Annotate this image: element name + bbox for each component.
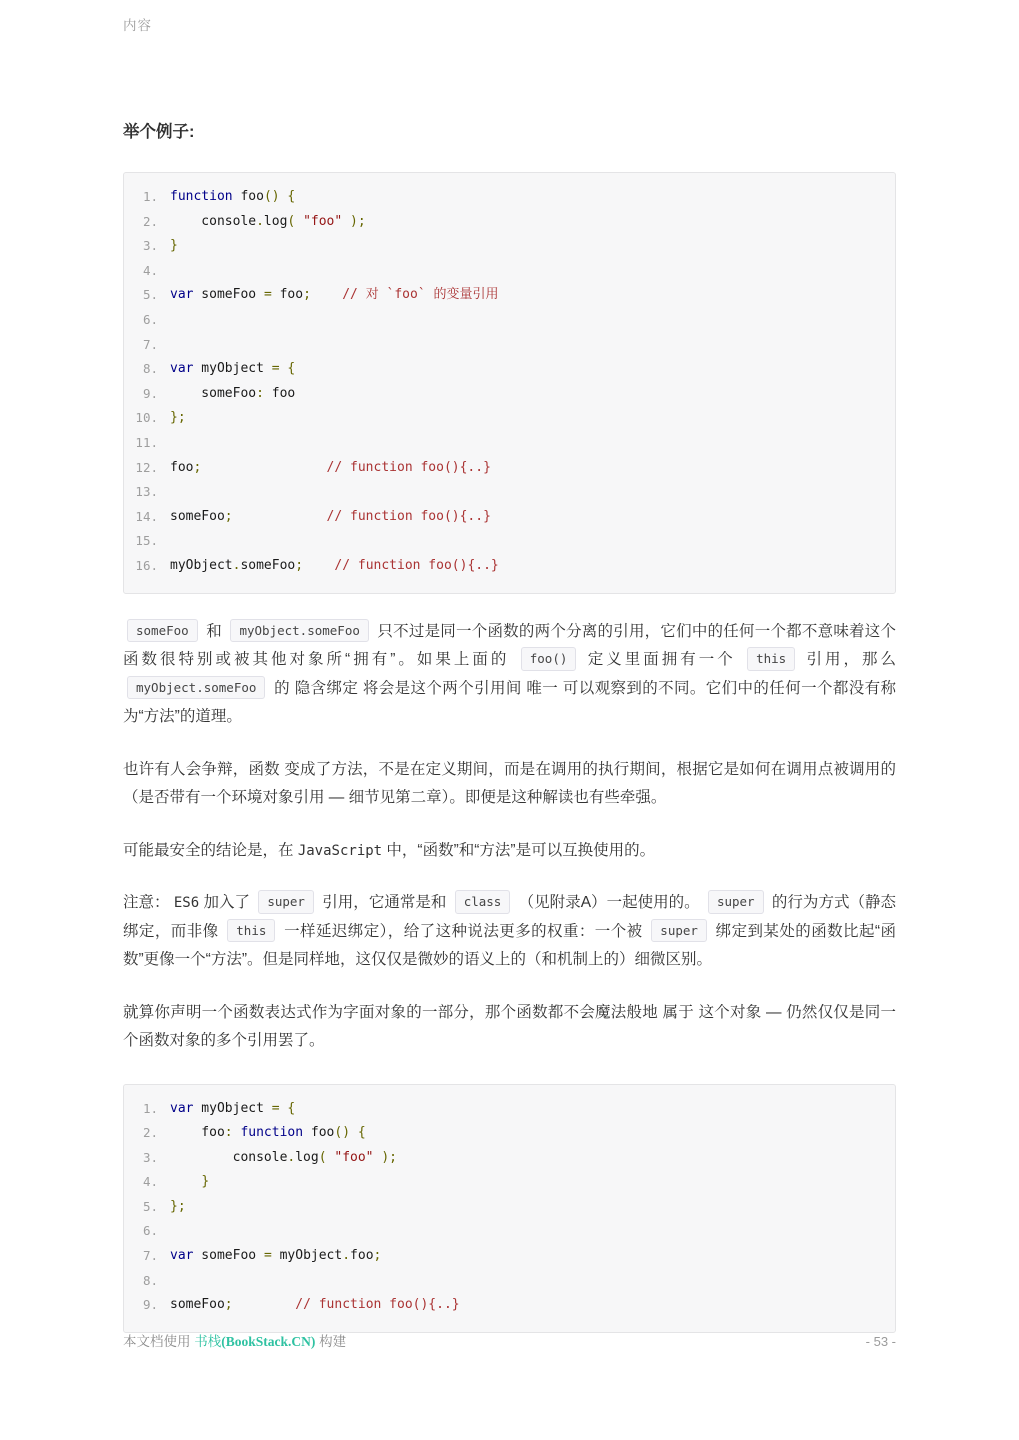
paragraph-text: 引用，那么 (799, 651, 897, 668)
inline-code-chip: super (651, 919, 707, 943)
line-number: 11. (135, 434, 158, 450)
line-number: 12. (135, 459, 158, 475)
page-number: - 53 - (865, 1334, 896, 1349)
code-line: 4. } (134, 1170, 881, 1195)
paragraph (123, 756, 896, 813)
paragraph-text: 的行为方式（静态绑定，而非像 (123, 894, 896, 940)
code-line: 2. foo: function foo() { (134, 1121, 881, 1146)
brand-en: (BookStack.CN) (221, 1334, 316, 1349)
code-line (134, 431, 881, 456)
emphasized-text: 属于 (662, 1003, 695, 1021)
line-number: 14. (135, 508, 158, 524)
paragraph-text: 这个对象 — 仍然仅仅是同一个函数对象的多个引用罢了。 (123, 1003, 897, 1049)
code-line: 10. }; (134, 406, 881, 431)
inline-mono-text: ES6 (173, 895, 200, 911)
inline-code-chip: this (747, 647, 795, 671)
intro-text: 举个例子: (123, 123, 195, 141)
line-number: 1. (142, 1100, 158, 1116)
line-number: 2. (142, 1125, 158, 1141)
code-line (134, 333, 881, 358)
inline-code-chip: someFoo (127, 619, 198, 643)
line-number: 2. (142, 213, 158, 229)
code-line: 5. }; (134, 1195, 881, 1220)
paragraph-text: 绑定到某处的函数比起“函数”更像一个“方法”。但是同样地，这仅仅是微妙的语义上的（和机制上的）细微区别。 (123, 922, 896, 968)
inline-code-chip: class (455, 890, 511, 914)
inline-code-chip: myObject.someFoo (127, 676, 265, 700)
emphasized-text: 唯一 (526, 679, 559, 697)
paragraph-text: 和 (201, 622, 227, 640)
paragraph-text: 可能最安全的结论是，在 (123, 841, 298, 859)
code-line: 8. var myObject = { (134, 357, 881, 382)
paragraph-text: 中，“函数”和“方法”是可以互换使用的。 (382, 841, 656, 859)
line-number: 9. (142, 1297, 158, 1313)
paragraph (123, 837, 896, 866)
footer-build-note (123, 1330, 346, 1350)
code-line: 7. var someFoo = myObject.foo; (134, 1244, 881, 1269)
line-number: 4. (142, 1174, 158, 1190)
paragraph-text: 只不过是同一个函数的两个分离的引用，它们中的任何一个都不意味着这个函数很特别或被其他对象所“拥有”。如果上面的 (123, 622, 896, 668)
paragraph-text: 就算你声明一个函数表达式作为字面对象的一部分，那个函数都不会魔法般地 (123, 1003, 663, 1021)
code-line: 5. var someFoo = foo; // 对 `foo` 的变量引用 (134, 283, 881, 308)
line-number: 4. (142, 262, 158, 278)
paragraph-text: 方法，不是在定义期间，而是在调用的执行期间，根据它是如何在调用点被调用的（是否带有一个环境对象引用 — 细节见第二章）。即便是这种解读也有些牵强。 (123, 760, 896, 806)
line-number: 16. (135, 557, 158, 573)
code-line (134, 1219, 881, 1244)
line-number: 8. (142, 361, 158, 377)
code-line (134, 259, 881, 284)
paragraph-text: 的 (269, 679, 295, 697)
paragraph-text: 加入了 (199, 894, 255, 911)
code-line: 1. var myObject = { (134, 1097, 881, 1122)
line-number: 8. (142, 1272, 158, 1288)
code-line: 16. myObject.someFoo; // function foo(){..} (134, 554, 881, 579)
paragraph-text: 注意： (123, 894, 174, 911)
paragraph (123, 999, 896, 1056)
inline-code-chip: this (227, 919, 275, 943)
paragraph-text: 也许有人会争辩，函数 (123, 760, 285, 778)
footer-prefix: 本文档使用 (123, 1334, 195, 1349)
paragraph-text: 可以观察到的不同。它们中的任何一个都没有称为“方法”的道理。 (123, 679, 896, 725)
page-header-label: 内容 (123, 18, 152, 33)
code-block-1 (123, 172, 896, 594)
footer-suffix: 构建 (315, 1334, 347, 1349)
code-line: 14. someFoo; // function foo(){..} (134, 505, 881, 530)
line-number: 15. (135, 533, 158, 549)
inline-code-chip: foo() (521, 647, 577, 671)
code-block-2 (123, 1084, 896, 1333)
paragraph (123, 889, 896, 975)
line-number: 10. (135, 410, 158, 426)
line-number: 6. (142, 311, 158, 327)
line-number: 3. (142, 238, 158, 254)
line-number: 13. (135, 484, 158, 500)
code-line: 3. } (134, 234, 881, 259)
line-number: 7. (142, 336, 158, 352)
code-line (134, 1269, 881, 1294)
paragraph-text: （见附录A）一起使用的。 (514, 894, 704, 911)
code-line: 1. function foo() { (134, 185, 881, 210)
paragraph-text: 将会是这个两个引用间 (358, 679, 527, 697)
paragraph-text: 一样延迟绑定），给了这种说法更多的权重：一个被 (279, 922, 648, 940)
line-number: 5. (142, 1198, 158, 1214)
inline-code-chip: myObject.someFoo (230, 619, 368, 643)
code-line (134, 308, 881, 333)
inline-mono-text: JavaScript (297, 842, 383, 859)
inline-code-chip: super (708, 890, 764, 914)
line-number: 3. (142, 1149, 158, 1165)
line-number: 7. (142, 1248, 158, 1264)
line-number: 9. (142, 385, 158, 401)
code-line (134, 480, 881, 505)
brand-cn: 书栈 (194, 1334, 222, 1349)
line-number: 5. (142, 287, 158, 303)
code-line: 12. foo; // function foo(){..} (134, 456, 881, 481)
code-line: 2. console.log( "foo" ); (134, 210, 881, 235)
line-number: 6. (142, 1223, 158, 1239)
emphasized-text: 变成了 (284, 760, 332, 778)
code-line (134, 529, 881, 554)
emphasized-text: 隐含绑定 (294, 679, 359, 697)
paragraph (123, 618, 896, 732)
code-line: 9. someFoo; // function foo(){..} (134, 1293, 881, 1318)
paragraph-text: 定义里面拥有一个 (580, 651, 744, 668)
paragraph-text: 引用，它通常是和 (317, 894, 451, 911)
bookstack-brand-link[interactable] (194, 1334, 315, 1349)
inline-code-chip: super (258, 890, 314, 914)
code-line: 9. someFoo: foo (134, 382, 881, 407)
page-footer (123, 1330, 896, 1350)
body-paragraphs (123, 618, 896, 1056)
code-line: 3. console.log( "foo" ); (134, 1146, 881, 1171)
line-number: 1. (142, 189, 158, 204)
